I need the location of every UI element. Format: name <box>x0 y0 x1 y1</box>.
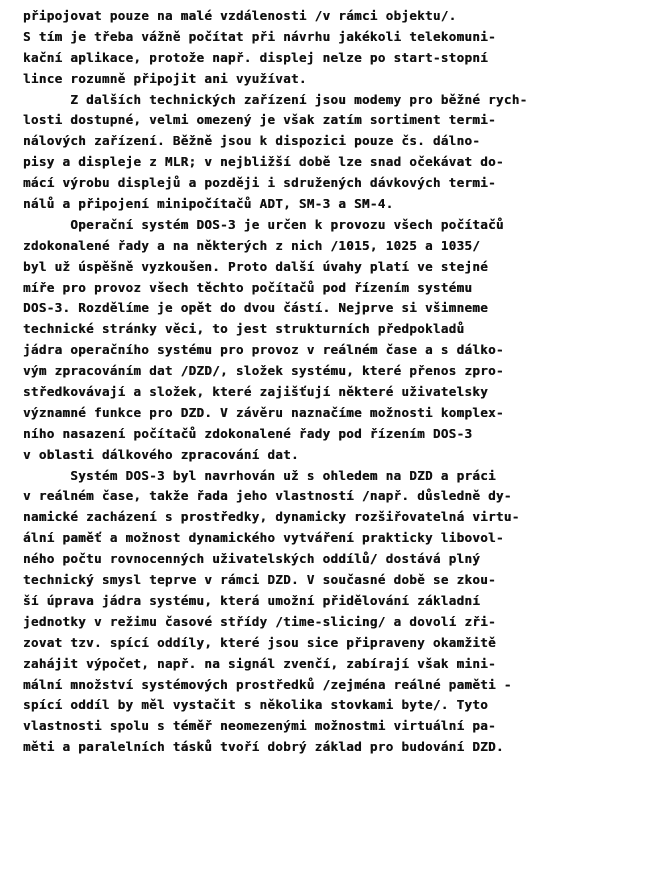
document-body <box>23 6 643 758</box>
text-line: kační aplikace, protože např. displej nelze po start-stopní <box>23 49 489 65</box>
text-line: ální paměť a možnost dynamického vytváření prakticky libovol- <box>23 530 504 546</box>
text-line: významné funkce pro DZD. V závěru naznačíme možnosti komplex- <box>23 404 504 420</box>
text-line: zahájit výpočet, např. na signál zvenčí, zabírají však mini- <box>23 655 496 671</box>
text-line: vým zpracováním dat /DZD/, složek systému, které přenos zpro- <box>23 363 504 379</box>
text-line: ního nasazení počítačů zdokonalené řady pod řízením DOS-3 <box>23 425 473 441</box>
text-line: míře pro provoz všech těchto počítačů pod řízením systému <box>23 279 473 295</box>
text-line: DOS-3. Rozdělíme je opět do dvou částí. Nejprve si všimneme <box>23 300 489 316</box>
text-line: pisy a displeje z MLR; v nejbližší době lze snad očekávat do- <box>23 154 504 170</box>
text-line: technický smysl teprve v rámci DZD. V současné době se zkou- <box>23 572 496 588</box>
text-line: měti a paralelních tásků tvoří dobrý základ pro budování DZD. <box>23 739 504 755</box>
text-line: losti dostupné, velmi omezený je však zatím sortiment termi- <box>23 112 496 128</box>
text-line: zdokonalené řady a na některých z nich /1015, 1025 a 1035/ <box>23 237 481 253</box>
text-line: vlastnosti spolu s téměř neomezenými možnostmi virtuální pa- <box>23 718 496 734</box>
text-line: jádra operačního systému pro provoz v reálném čase a s dálko- <box>23 342 504 358</box>
text-line: zovat tzv. spící oddíly, které jsou sice připraveny okamžitě <box>23 634 496 650</box>
text-line: nálů a připojení minipočítačů ADT, SM-3 a SM-4. <box>23 196 394 212</box>
text-line: byl už úspěšně vyzkoušen. Proto další úvahy platí ve stejné <box>23 258 489 274</box>
text-line: spící oddíl by měl vystačit s několika stovkami byte/. Tyto <box>23 697 489 713</box>
text-line: ného počtu rovnocenných uživatelských oddílů/ dostává plný <box>23 551 481 567</box>
text-line: technické stránky věci, to jest strukturních předpokladů <box>23 321 465 337</box>
text-line: v reálném čase, takže řada jeho vlastností /např. důsledně dy- <box>23 488 512 504</box>
text-line: Operační systém DOS-3 je určen k provozu všech počítačů <box>23 216 504 232</box>
text-line: jednotky v režimu časové střídy /time-slicing/ a dovolí zři- <box>23 613 496 629</box>
text-line: mální množství systémových prostředků /zejména reálné paměti - <box>23 676 512 692</box>
text-line: ší úprava jádra systému, která umožní přidělování základní <box>23 592 481 608</box>
text-line: nálových zařízení. Běžně jsou k dispozici pouze čs. dálno- <box>23 133 481 149</box>
text-line: Z dalších technických zařízení jsou modemy pro běžné rych- <box>23 91 528 107</box>
text-line: S tím je třeba vážně počítat při návrhu jakékoli telekomuni- <box>23 28 496 44</box>
text-line: lince rozumně připojit ani využívat. <box>23 70 307 86</box>
text-line: mácí výrobu displejů a později i sdružených dávkových termi- <box>23 175 496 191</box>
text-line: Systém DOS-3 byl navrhován už s ohledem na DZD a práci <box>23 467 496 483</box>
text-line: namické zacházení s prostředky, dynamicky rozšiřovatelná virtu- <box>23 509 520 525</box>
text-line: v oblasti dálkového zpracování dat. <box>23 446 299 462</box>
text-line: připojovat pouze na malé vzdálenosti /v rámci objektu/. <box>23 8 457 23</box>
text-line: středkovávají a složek, které zajišťují některé uživatelsky <box>23 384 489 400</box>
